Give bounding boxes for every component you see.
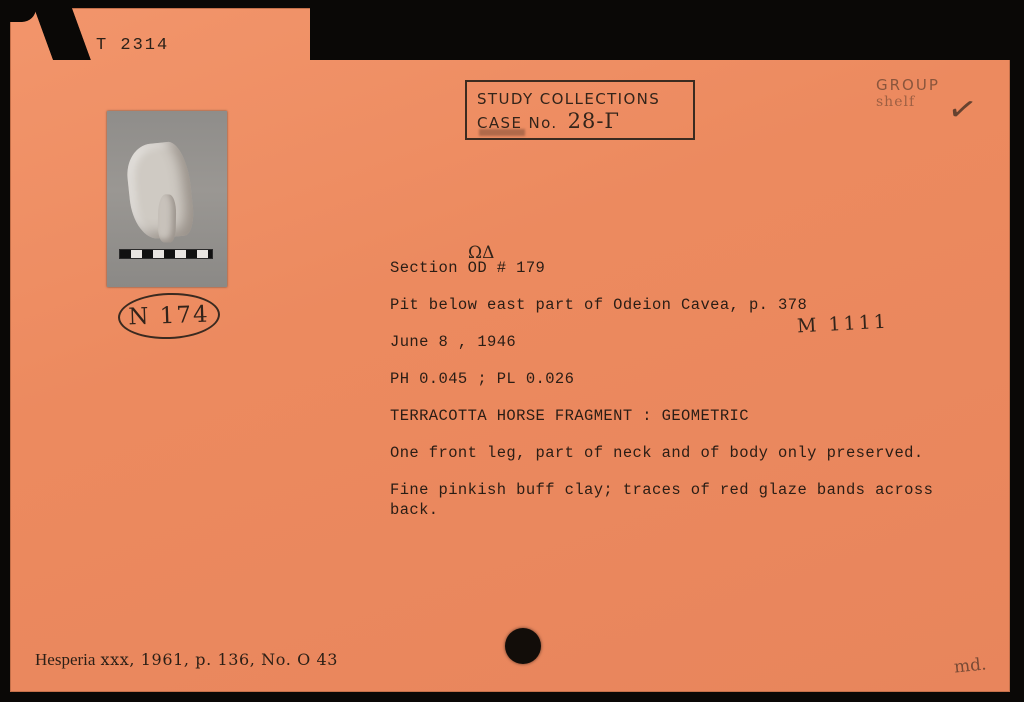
entry-dimensions: PH 0.045 ; PL 0.026	[390, 370, 575, 388]
artifact-photo	[107, 111, 227, 287]
entry-section: Section OD # 179	[390, 259, 546, 277]
stamp-line-1: STUDY COLLECTIONS	[477, 90, 661, 108]
accession-number: T 2314	[96, 36, 170, 55]
m-number-mark: M 1111	[796, 310, 890, 338]
entry-description-2-line-1: Fine pinkish buff clay; traces of red glaze bands across	[390, 481, 934, 499]
footer-journal: Hesperia	[35, 650, 96, 669]
entry-description-1: One front leg, part of neck and of body only preserved.	[390, 444, 924, 462]
artifact-silhouette	[124, 140, 196, 241]
shelf-label: shelf	[876, 94, 916, 110]
cataloguer-initials: md.	[952, 654, 987, 678]
card-tab-notch	[10, 8, 36, 22]
entry-date: June 8 , 1946	[390, 333, 517, 351]
entry-provenance: Pit below east part of Odeion Cavea, p. 378	[390, 296, 808, 314]
footer-citation	[35, 650, 338, 670]
omega-delta-mark: ΩΔ	[468, 243, 495, 263]
group-label: GROUP	[876, 76, 940, 94]
stamp-case-value: 28-Γ	[567, 109, 620, 133]
footer-reference: xxx, 1961, p. 136, No. O 43	[100, 650, 339, 669]
photo-negative-number: N 174	[117, 291, 221, 341]
study-collections-stamp	[465, 80, 695, 140]
punch-hole	[505, 628, 541, 664]
check-icon: ✓	[943, 88, 980, 132]
card-tab-cutout	[310, 8, 1010, 60]
entry-description-2-line-2: back.	[390, 501, 439, 519]
stamp-case-label: CASE No.	[477, 114, 558, 132]
entry-title: TERRACOTTA HORSE FRAGMENT : GEOMETRIC	[390, 407, 749, 425]
stamp-smudge	[479, 129, 525, 136]
photo-scale-bar	[119, 249, 213, 259]
catalogue-entry-text	[390, 258, 990, 520]
catalogue-card	[10, 8, 1010, 692]
card-tab-slope	[34, 8, 91, 60]
